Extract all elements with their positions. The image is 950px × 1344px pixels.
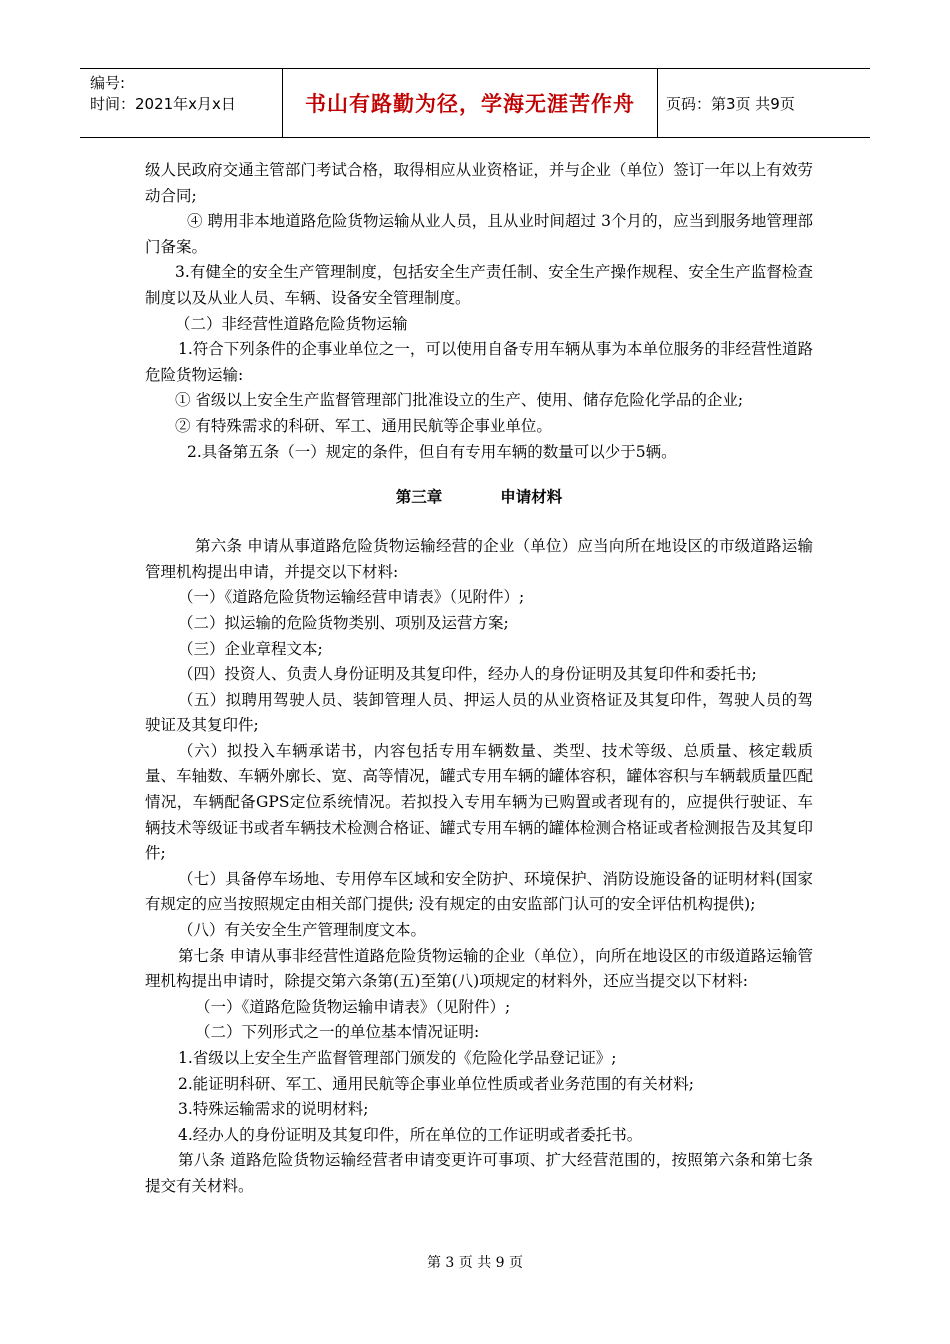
article-paragraph: 第六条 申请从事道路危险货物运输经营的企业（单位）应当向所在地设区的市级道路运输管理机构提出申请，并提交以下材料: <box>145 537 813 581</box>
document-time-label: 时间：2021年x月x日 <box>90 95 236 113</box>
document-number-label: 编号: <box>90 74 126 92</box>
paragraph: 级人民政府交通主管部门考试合格，取得相应从业资格证，并与企业（单位）签订一年以上有效劳动合同; <box>145 161 813 205</box>
list-item: （八）有关安全生产管理制度文本。 <box>178 921 427 940</box>
list-item: （二）拟运输的危险货物类别、项别及运营方案; <box>178 613 509 632</box>
header-motto: 书山有路勤为径，学海无涯苦作舟 <box>283 69 658 137</box>
list-item: （一）《道路危险货物运输申请表》（见附件）; <box>195 997 511 1016</box>
paragraph: 1.符合下列条件的企事业单位之一，可以使用自备专用车辆从事为本单位服务的非经营性道路危险货物运输: <box>145 340 813 384</box>
article-paragraph: 第七条 申请从事非经营性道路危险货物运输的企业（单位），向所在地设区的市级道路运输管理机构提出申请时，除提交第六条第(五)至第(八)项规定的材料外，还应当提交以下材料: <box>145 946 813 991</box>
chapter-heading <box>145 485 813 510</box>
header-page-info: 页码：第3页 共9页 <box>666 94 795 113</box>
document-body <box>145 158 813 1200</box>
page-header <box>80 68 870 138</box>
list-item: （四）投资人、负责人身份证明及其复印件，经办人的身份证明及其复印件和委托书; <box>178 665 757 684</box>
chapter-number: 第三章 <box>395 488 443 507</box>
list-item: 1.省级以上安全生产监督管理部门颁发的《危险化学品登记证》; <box>178 1049 617 1067</box>
section-heading: （二）非经营性道路危险货物运输 <box>175 314 408 333</box>
paragraph: 3.有健全的安全生产管理制度，包括安全生产责任制、安全生产操作规程、安全生产监督检查制度以及从业人员、车辆、设备安全管理制度。 <box>145 263 813 307</box>
list-item: 2.能证明科研、军工、通用民航等企事业单位性质或者业务范围的有关材料; <box>178 1074 695 1093</box>
header-meta <box>80 69 283 137</box>
list-item: ② 有特殊需求的科研、军工、通用民航等企事业单位。 <box>175 416 552 435</box>
article-paragraph: 第八条 道路危险货物运输经营者申请变更许可事项、扩大经营范围的，按照第六条和第七条提交有关材料。 <box>145 1151 813 1195</box>
list-item: （三）企业章程文本; <box>178 639 323 658</box>
list-item: 3.特殊运输需求的说明材料; <box>178 1100 369 1119</box>
page-footer: 第 3 页 共 9 页 <box>426 1255 524 1271</box>
list-item: （一）《道路危险货物运输经营申请表》（见附件）; <box>178 588 525 607</box>
list-item: ① 省级以上安全生产监督管理部门批准设立的生产、使用、储存危险化学品的企业; <box>175 391 744 410</box>
list-item: （七）具备停车场地、专用停车区域和安全防护、环境保护、消防设施设备的证明材料(国家有规定的应当按照规定由相关部门提供; 没有规定的由安监部门认可的安全评估机构提供); <box>145 869 813 914</box>
chapter-title: 申请材料 <box>500 488 563 507</box>
list-item: （二）下列形式之一的单位基本情况证明: <box>195 1023 480 1042</box>
paragraph: 2.具备第五条（一）规定的条件，但自有专用车辆的数量可以少于5辆。 <box>187 442 677 461</box>
paragraph: ④ 聘用非本地道路危险货物运输从业人员，且从业时间超过 3个月的，应当到服务地管理部门备案。 <box>145 212 813 256</box>
list-item: （五）拟聘用驾驶人员、装卸管理人员、押运人员的从业资格证及其复印件，驾驶人员的驾驶证及其复印件; <box>145 690 813 735</box>
list-item: 4.经办人的身份证明及其复印件，所在单位的工作证明或者委托书。 <box>178 1125 643 1144</box>
list-item: （六）拟投入车辆承诺书，内容包括专用车辆数量、类型、技术等级、总质量、核定载质量、车轴数、车辆外廓长、宽、高等情况，罐式专用车辆的罐体容积，罐体容积与车辆载质量匹配情况，车辆配备GPS定位系统情况。若拟投入专用车辆为已购置或者现有的，应提供行驶证、车辆技术等级证书或者车辆技术检测合格证、罐式专用车辆的罐体检测合格证或者检测报告及其复印件; <box>145 741 813 863</box>
